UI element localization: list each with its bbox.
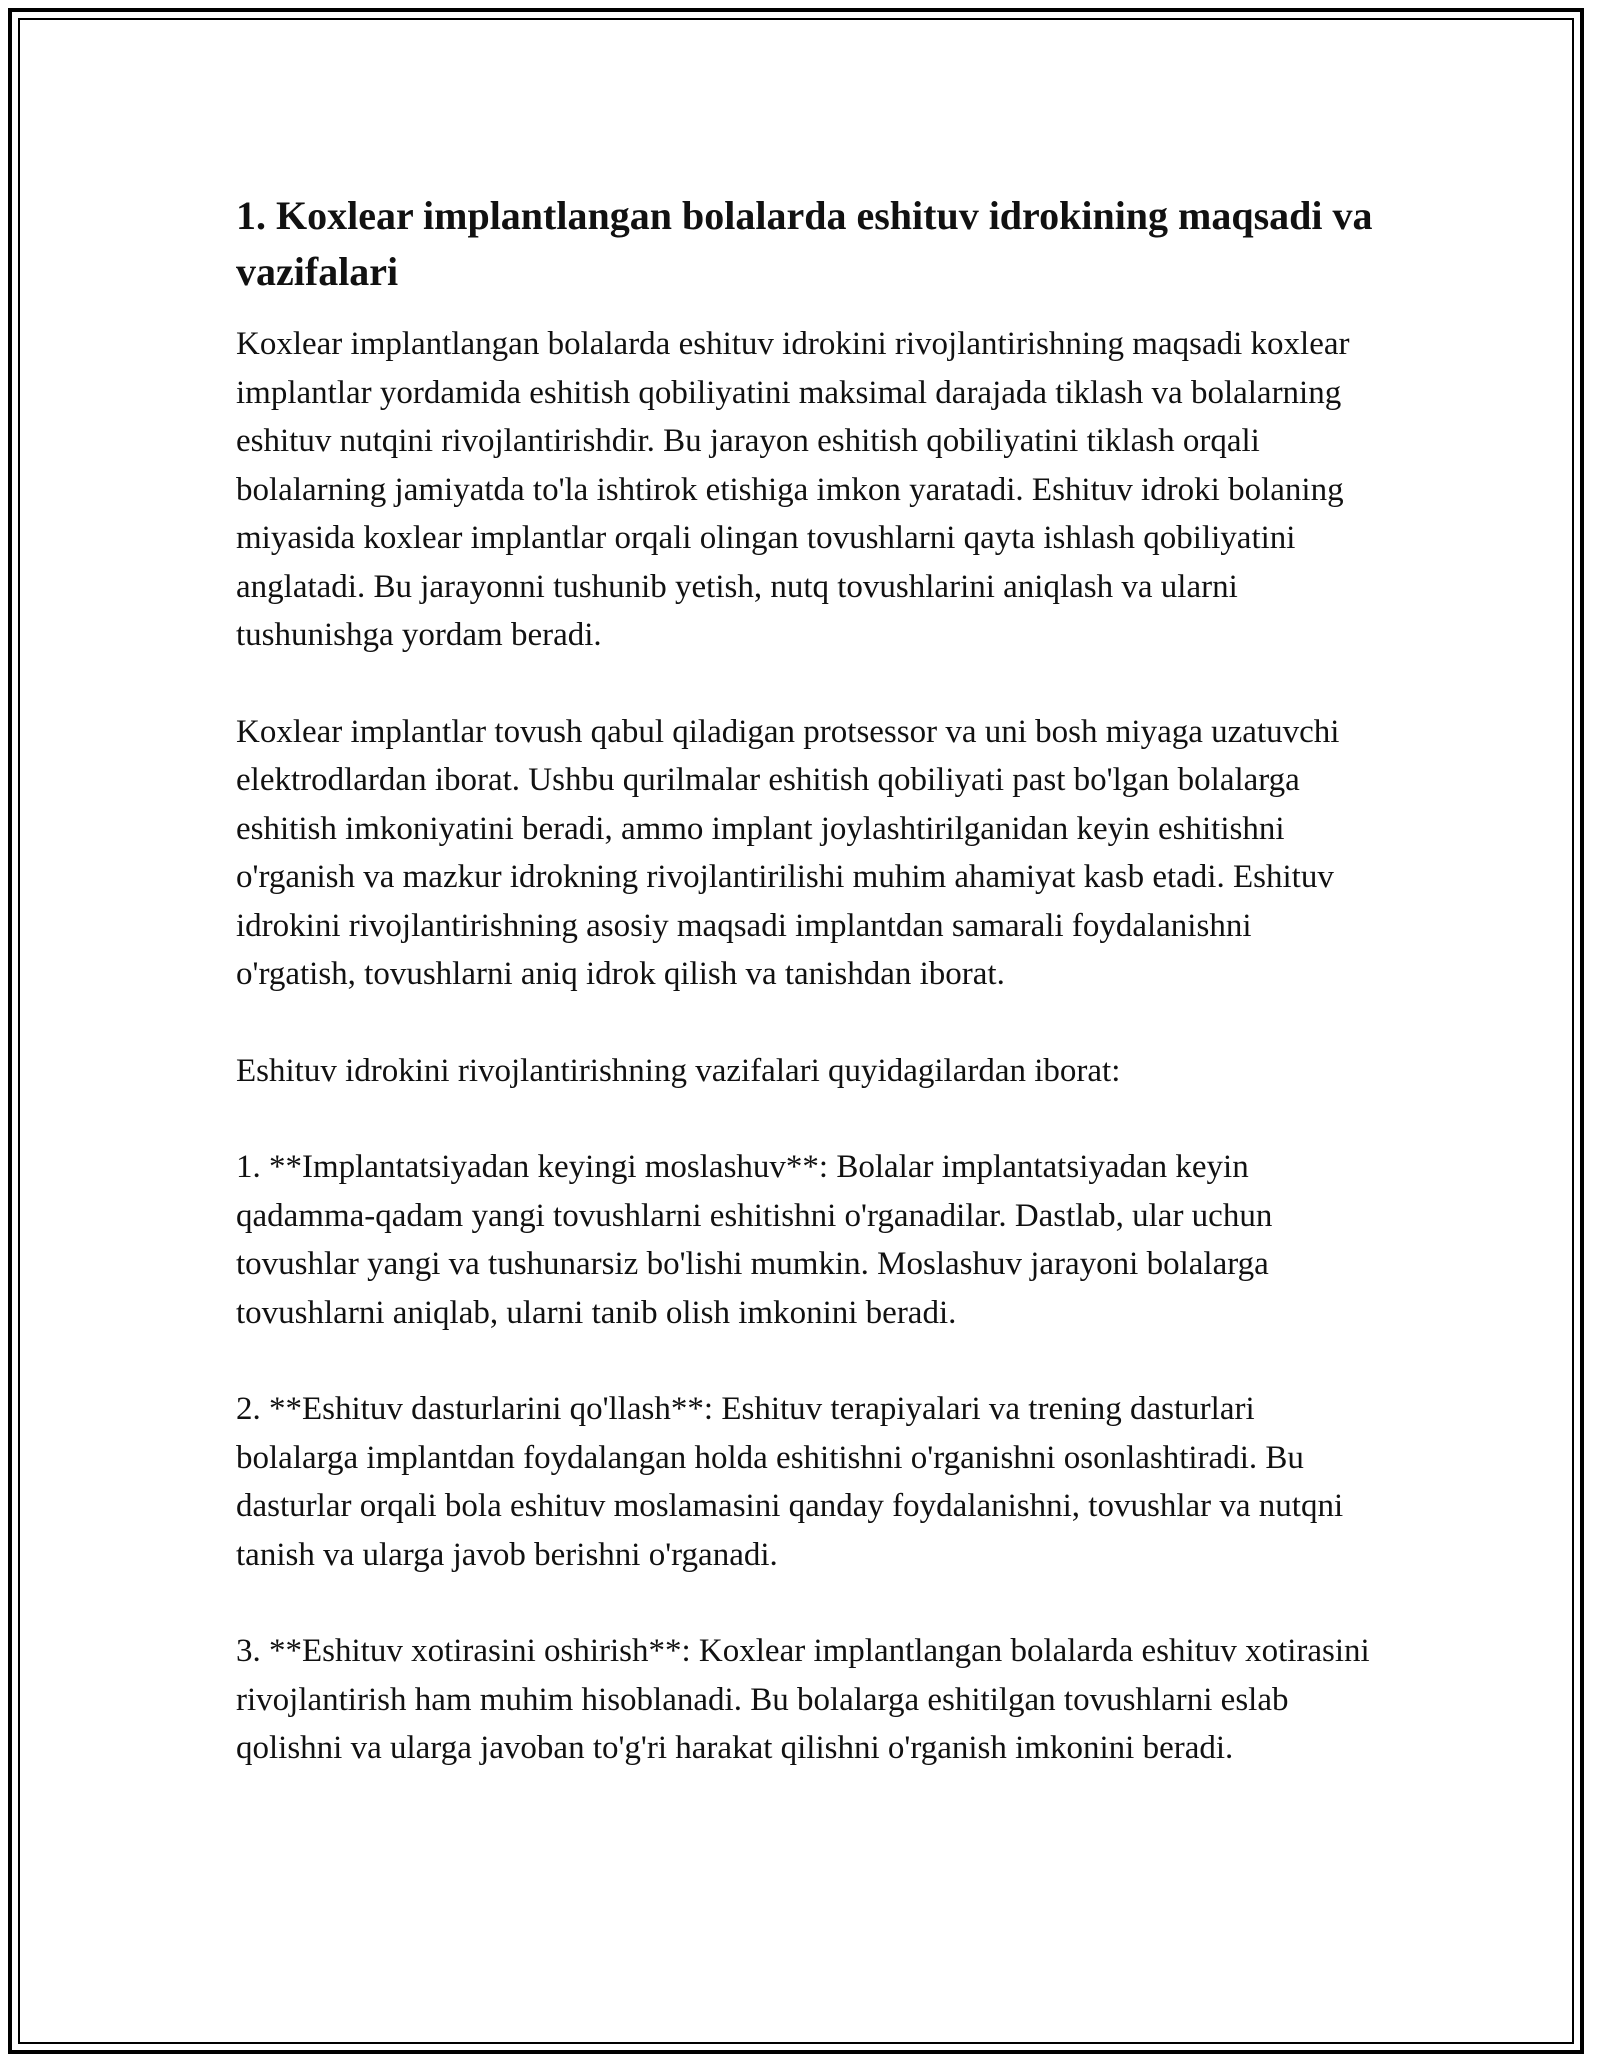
list-item-memory: 3. **Eshituv xotirasini oshirish**: Koxlear implantlangan bolalarda eshituv xotirasini rivojlantirish ham muhim hisoblanadi. Bu bolalarga eshitilgan tovushlarni eslab qolishni va ularga javoban to'g'ri harakat qilishni o'rganish imkonini beradi. bbox=[236, 1633, 1370, 1766]
list-item-adaptation: 1. **Implantatsiyadan keyingi moslashuv**: Bolalar implantatsiyadan keyin qadamma-qadam yangi tovushlarni eshitishni o'rganadilar. Dastlab, ular uchun tovushlar yangi va tushunarsiz bo'lishi mumkin. Moslashuv jarayoni bolalarga tovushlarni aniqlab, ularni tanib olish imkonini beradi. bbox=[236, 1149, 1273, 1331]
paragraph-tasks-intro: Eshituv idrokini rivojlantirishning vazifalari quyidagilardan iborat: bbox=[236, 1052, 1121, 1089]
list-item-programs: 2. **Eshituv dasturlarini qo'llash**: Eshituv terapiyalari va trening dasturlari bolalarga implantdan foydalangan holda eshitishni o'rganishni osonlashtiradi. Bu dasturlar orqali bola eshituv moslamasini qanday foydalanishni, tovushlar va nutqni tanish va ularga javob berishni o'rganadi. bbox=[236, 1391, 1344, 1573]
document-body bbox=[236, 188, 1376, 1773]
paragraph-implants: Koxlear implantlar tovush qabul qiladigan protsessor va uni bosh miyaga uzatuvchi elektrodlardan iborat. Ushbu qurilmalar eshitish qobiliyati past bo'lgan bolalarga eshitish imkoniyatini beradi, ammo implant joylashtirilganidan keyin eshitishni o'rganish va mazkur idrokning rivojlantirilishi muhim ahamiyat kasb etadi. Eshituv idrokini rivojlantirishning asosiy maqsadi implantdan samarali foydalanishni o'rgatish, tovushlarni aniq idrok qilish va tanishdan iborat. bbox=[236, 713, 1340, 992]
paragraph-goal: Koxlear implantlangan bolalarda eshituv idrokini rivojlantirishning maqsadi koxlear implantlar yordamida eshitish qobiliyatini maksimal darajada tiklash va bolalarning eshituv nutqini rivojlantirishdir. Bu jarayon eshitish qobiliyatini tiklash orqali bolalarning jamiyatda to'la ishtirok etishiga imkon yaratadi. Eshituv idroki bolaning miyasida koxlear implantlar orqali olingan tovushlarni qayta ishlash qobiliyatini anglatadi. Bu jarayonni tushunib yetish, nutq tovushlarini aniqlash va ularni tushunishga yordam beradi. bbox=[236, 326, 1350, 653]
section-heading: 1. Koxlear implantlangan bolalarda eshituv idrokining maqsadi va vazifalari bbox=[236, 193, 1373, 294]
